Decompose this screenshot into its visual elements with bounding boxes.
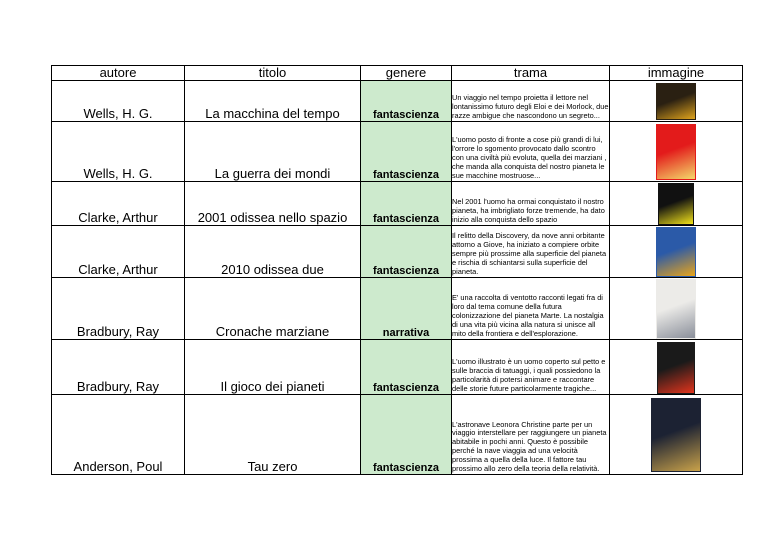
cell-trama: Nel 2001 l'uomo ha ormai conquistato il nostro pianeta, ha imbrigliato forze tremende, ha dato inizio alla conquista dello spazio — [452, 182, 610, 226]
book-cover-image — [656, 83, 696, 120]
cell-genere: fantascienza — [361, 226, 452, 278]
cell-autore: Wells, H. G. — [52, 122, 185, 182]
cell-trama: L'uomo illustrato è un uomo coperto sul petto e sulle braccia di tatuaggi, i quali possiedono la particolarità di potersi animare e raccontare delle storie future particolarmente tragiche... — [452, 340, 610, 395]
cell-immagine — [610, 81, 743, 122]
cell-immagine — [610, 122, 743, 182]
header-trama: trama — [452, 66, 610, 81]
table-row — [52, 278, 743, 340]
book-cover-image — [656, 227, 696, 277]
cell-titolo: 2001 odissea nello spazio — [185, 182, 361, 226]
cell-genere: fantascienza — [361, 395, 452, 475]
cell-genere: fantascienza — [361, 340, 452, 395]
cell-titolo: La guerra dei mondi — [185, 122, 361, 182]
cell-autore: Bradbury, Ray — [52, 278, 185, 340]
table-row — [52, 122, 743, 182]
header-titolo: titolo — [185, 66, 361, 81]
book-cover-image — [658, 183, 694, 225]
table-row — [52, 340, 743, 395]
cell-genere: narrativa — [361, 278, 452, 340]
table-row — [52, 226, 743, 278]
book-cover-image — [656, 124, 696, 180]
cell-trama: Il relitto della Discovery, da nove anni orbitante attorno a Giove, ha iniziato a compiere orbite sempre più prossime alla superficie del pianeta e rischia di schiantarsi sulla superficie del pianeta. — [452, 226, 610, 278]
header-immagine: immagine — [610, 66, 743, 81]
cell-trama: Un viaggio nel tempo proietta il lettore nel lontanissimo futuro degli Eloi e dei Morlock, due razze ambigue che nascondono un segreto... — [452, 81, 610, 122]
cell-titolo: Il gioco dei pianeti — [185, 340, 361, 395]
cell-immagine — [610, 340, 743, 395]
cell-genere: fantascienza — [361, 81, 452, 122]
cell-autore: Clarke, Arthur — [52, 182, 185, 226]
cell-autore: Bradbury, Ray — [52, 340, 185, 395]
cell-autore: Clarke, Arthur — [52, 226, 185, 278]
cell-immagine — [610, 182, 743, 226]
header-autore: autore — [52, 66, 185, 81]
table-row — [52, 81, 743, 122]
cell-genere: fantascienza — [361, 182, 452, 226]
book-cover-image — [657, 342, 695, 394]
table-row — [52, 182, 743, 226]
cell-trama: L'astronave Leonora Christine parte per un viaggio interstellare per raggiungere un pianeta abitabile in pochi anni. Questo è possibile perché la nave viaggia ad una velocità prossima a quella della luce. Il fattore tau prossimo allo zero della teoria della relatività. — [452, 395, 610, 475]
cell-immagine — [610, 395, 743, 475]
cell-trama: L'uomo posto di fronte a cose più grandi di lui, l'orrore lo sgomento provocato dallo scontro con una civiltà più evoluta, quella dei marziani , che manda alla conquista del nostro pianeta le sue macchine mostruose... — [452, 122, 610, 182]
cell-titolo: La macchina del tempo — [185, 81, 361, 122]
books-table — [51, 65, 743, 475]
cell-titolo: Cronache marziane — [185, 278, 361, 340]
cell-immagine — [610, 226, 743, 278]
cell-autore: Anderson, Poul — [52, 395, 185, 475]
header-row — [52, 66, 743, 81]
book-cover-image — [651, 398, 701, 472]
table-row — [52, 395, 743, 475]
cell-titolo: Tau zero — [185, 395, 361, 475]
cell-immagine — [610, 278, 743, 340]
cell-genere: fantascienza — [361, 122, 452, 182]
book-cover-image — [656, 279, 696, 339]
cell-autore: Wells, H. G. — [52, 81, 185, 122]
header-genere: genere — [361, 66, 452, 81]
cell-trama: E' una raccolta di ventotto racconti legati fra di loro dal tema comune della futura colonizzazione del pianeta Marte. La nostalgia di una vita più vicina alla natura si unisce all mito della frontiera e dell'esplorazione. — [452, 278, 610, 340]
cell-titolo: 2010 odissea due — [185, 226, 361, 278]
